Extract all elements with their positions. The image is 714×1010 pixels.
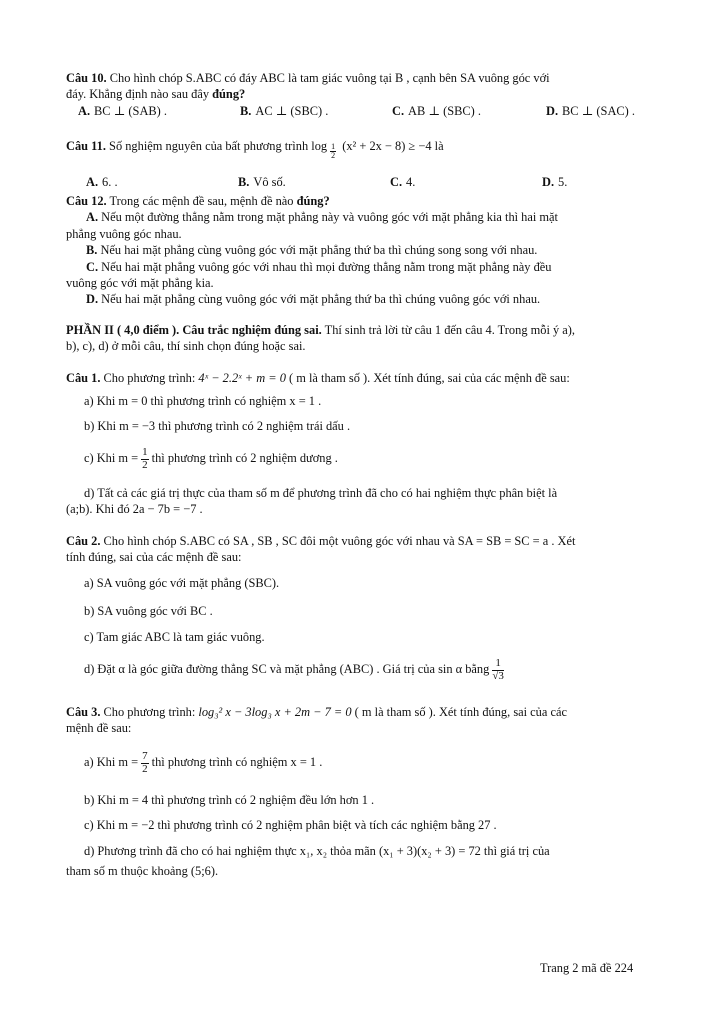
option-b[interactable]: B. Vô số. xyxy=(238,175,286,190)
question-tail: là xyxy=(434,139,444,153)
option-d[interactable]: D. Nếu hai mặt phẳng cùng vuông góc với mặt phẳng thứ ba thì chúng vuông góc với nhau. xyxy=(86,292,541,307)
question-label: Câu 1. xyxy=(66,371,101,385)
part2-question-3: Câu 3. Cho phương trình: log₃² x − 3log₃ x + 2m − 7 = 0 ( m là tham số ). Xét tính đúng, sai của các mệnh đề sau: xyxy=(66,705,567,736)
statement-b[interactable]: b) SA vuông góc với BC . xyxy=(84,604,213,618)
emphasis: đúng? xyxy=(212,87,246,102)
log-base: $\frac{1}{2}$ xyxy=(331,141,336,160)
part-instructions: Thí sinh trả lời từ câu 1 đến câu 4. Trong mỗi ý a), xyxy=(324,323,576,337)
question-label: Câu 12. xyxy=(66,194,107,208)
question-text-2: đáy. Khẳng định nào sau đây xyxy=(66,87,210,102)
part2-question-2: Câu 2. Cho hình chóp S.ABC có SA , SB , SC đôi một vuông góc với nhau và SA = SB = SC = a . Xét tính đúng, sai của các mệnh đề sau: xyxy=(66,534,576,565)
inequality: (x² + 2x − 8) ≥ −4 xyxy=(342,139,432,153)
option-a[interactable]: A. 6. . xyxy=(86,175,118,190)
question-11 xyxy=(66,138,656,191)
equation: log₃² x − 3log₃ x + 2m − 7 = 0 xyxy=(198,705,352,719)
question-text: Trong các mệnh đề sau, mệnh đề nào xyxy=(109,194,294,208)
answer-options xyxy=(66,174,656,190)
statement-b[interactable]: b) Khi m = 4 thì phương trình có 2 nghiệm đều lớn hơn 1 . xyxy=(84,793,375,807)
statement-d[interactable]: d) Phương trình đã cho có hai nghiệm thực x₁, x₂ thỏa mãn (x₁ + 3)(x₂ + 3) = 72 thì giá trị của tham số m thuộc khoảng (5;6). xyxy=(66,844,550,879)
option-d[interactable]: D. 5. xyxy=(542,175,568,190)
option-a[interactable]: A. Nếu một đường thẳng nằm trong mặt phẳng này và vuông góc với mặt phẳng kia thì hai mặt phẳng vuông góc nhau. xyxy=(66,210,559,241)
part2-question-1: Câu 1. Cho phương trình: 4ˣ − 2.2ˣ + m = 0 ( m là tham số ). Xét tính đúng, sai của các mệnh đề sau: xyxy=(66,371,570,385)
option-b[interactable]: B. AC ⊥ (SBC) . xyxy=(240,103,329,118)
statement-c[interactable]: c) Tam giác ABC là tam giác vuông. xyxy=(84,630,265,644)
statement-a[interactable]: a) Khi m = $\frac{7}{2}$ thì phương trình có nghiệm x = 1 . xyxy=(84,750,323,775)
option-a[interactable]: A. BC ⊥ (SAB) . xyxy=(78,103,167,118)
statement-d[interactable]: d) Tất cả các giá trị thực của tham số m để phương trình đã cho có hai nghiệm thực phân biệt là (a;b). Khi đó 2a − 7b = −7 . xyxy=(66,486,558,517)
fraction: $\frac{1}{√3}$ xyxy=(492,657,504,682)
statement-c[interactable]: c) Khi m = $\frac{1}{2}$ thì phương trình có 2 nghiệm dương . xyxy=(84,446,338,471)
statement-c[interactable]: c) Khi m = −2 thì phương trình có 2 nghiệm phân biệt và tích các nghiệm bằng 27 . xyxy=(84,818,497,832)
part-instructions-2: b), c), d) ở mỗi câu, thí sinh chọn đúng hoặc sai. xyxy=(66,339,306,354)
option-d[interactable]: D. BC ⊥ (SAC) . xyxy=(546,103,635,118)
part-title: PHẦN II ( 4,0 điểm ). Câu trắc nghiệm đúng sai. xyxy=(66,323,322,337)
part-2-header xyxy=(66,322,656,355)
question-label: Câu 3. xyxy=(66,705,101,719)
question-label: Câu 2. xyxy=(66,534,101,548)
question-label: Câu 11. xyxy=(66,139,106,153)
option-c[interactable]: C. 4. xyxy=(390,175,416,190)
question-10 xyxy=(66,70,656,119)
question-text: Số nghiệm nguyên của bất phương trình xyxy=(109,139,309,153)
statement-a[interactable]: a) SA vuông góc với mặt phẳng (SBC). xyxy=(84,576,280,590)
statement-b[interactable]: b) Khi m = −3 thì phương trình có 2 nghiệm trái dấu . xyxy=(84,419,351,433)
question-12 xyxy=(66,193,656,308)
log-symbol: log xyxy=(311,139,328,153)
emphasis: đúng? xyxy=(296,194,330,208)
answer-options xyxy=(66,103,656,119)
question-text: Cho hình chóp S.ABC có đáy ABC là tam giác vuông tại B , cạnh bên SA vuông góc với xyxy=(109,71,550,85)
option-c[interactable]: C. AB ⊥ (SBC) . xyxy=(392,103,481,118)
option-b[interactable]: B. Nếu hai mặt phẳng cùng vuông góc với mặt phẳng thứ ba thì chúng song song với nhau. xyxy=(86,243,538,258)
statement-a[interactable]: a) Khi m = 0 thì phương trình có nghiệm x = 1 . xyxy=(84,394,322,408)
fraction: $\frac{1}{2}$ xyxy=(142,446,148,471)
equation: 4ˣ − 2.2ˣ + m = 0 xyxy=(198,371,286,385)
page-footer: Trang 2 mã đề 224 xyxy=(540,961,634,975)
question-label: Câu 10. xyxy=(66,71,107,85)
statement-d[interactable]: d) Đặt α là góc giữa đường thẳng SC và mặt phẳng (ABC) . Giá trị của sin α bằng $\frac{1}{√3}$ xyxy=(84,657,504,682)
option-c[interactable]: C. Nếu hai mặt phẳng vuông góc với nhau thì mọi đường thẳng nằm trong mặt phẳng này đều vuông góc với mặt phẳng kia. xyxy=(66,259,552,290)
fraction: $\frac{7}{2}$ xyxy=(142,750,148,775)
